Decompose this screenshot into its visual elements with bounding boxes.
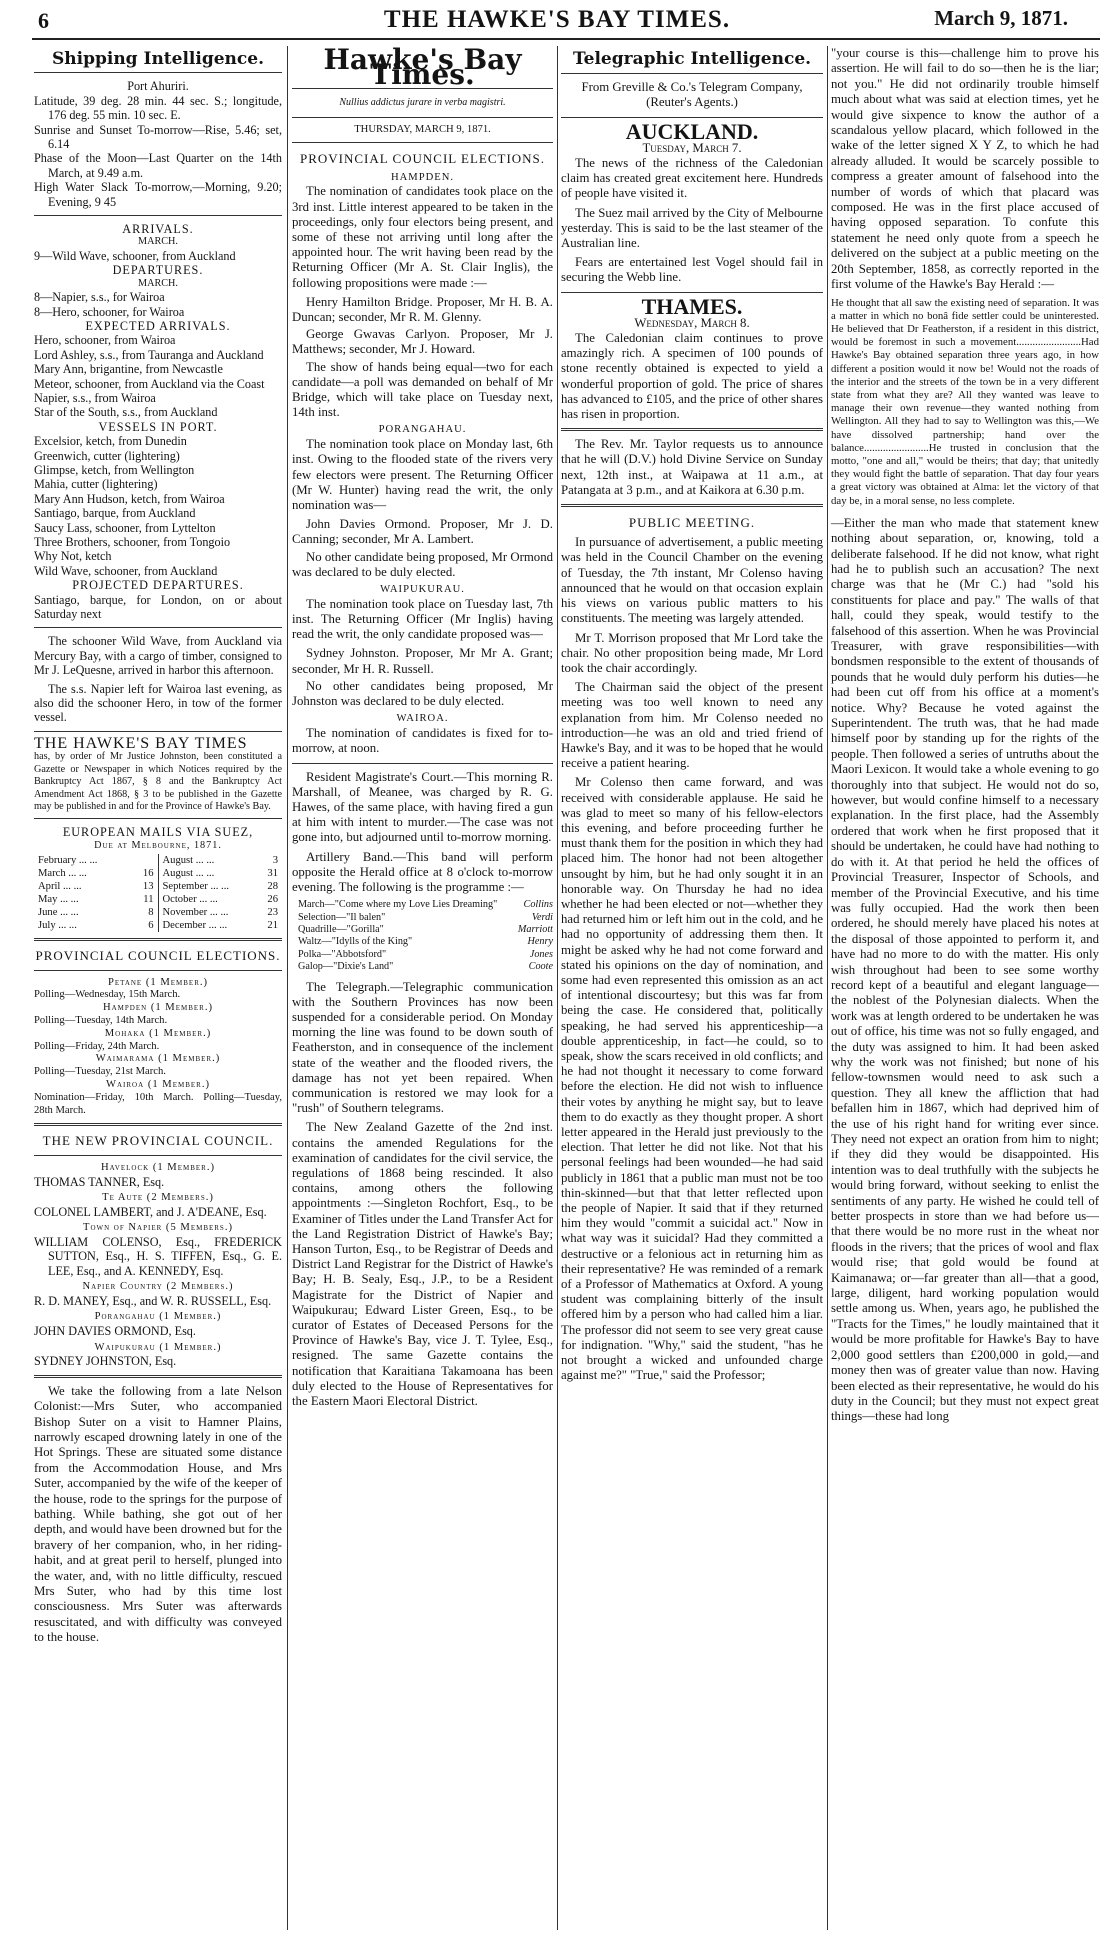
mail-row	[163, 854, 279, 867]
piece-title: Galop—"Dixie's Land"	[298, 961, 394, 973]
district-name: Te Aute (2 Members.)	[102, 1191, 214, 1203]
thames-heading: THAMES.	[641, 293, 743, 319]
mail-row	[38, 906, 154, 919]
meeting-continued: —Either the man who made that statement knew nothing about separation, or, knowing, told a deliberate falsehood. If he did not know, what right had he to publish such an accusation? The next charge was that he (Mr C.) had "sold his constituents for place and pay." The walls of that hall, could they speak, would testify to the falsehood of this assertion. When he was Provincial Treasurer, with grave responsibilities—with bondsmen responsible to the extent of thousands of pounds that he would duly perform his duties—he had been cut off from his office at a moment's notice. Why? Because he voted against the Superintendent. The truth was, that he had made himself poor by standing up for the rights of the people. Then followed a series of untruths about the Maori Lexicon. It would take a whole evening to go thoroughly into that subject. He would not do so, however, but would confine himself to a necessary explanation. In the first place, had the Assembly ordered that work when he first proposed that it should be undertaken, he could have had nothing to do with it. At that period he held the offices of Provincial Treasurer, Inspector of Schools, and member of the Provincial Executive, and his time was fully occupied. Had the work then been ordered, he should merely have placed his notes at the disposal of those appointed to perform it, and have had no more to do with the matter. His only wish throughout had been to see some worthy record kept of a beautiful and elegant language—the noblest of the Polynesian dialects. When the work was at length ordered to be undertaken he was out of office, his time was not so fully engaged, and the duty was assigned to him. It had been asked why the work was not finished; but none of his fellow-townsmen would need to ask such a question. They all knew the affliction that had befallen him in 1867, which had deprived him of the use of his right hand for writing ever since. They need not expect an oration from him to night; if they did they would be disappointed. His intention was to deal truthfully with the subjects he would bring forward, without seeking to enlist the sentiments of any party. He wished he could tell of better prospects in store than we had before us—that there would be no more rust in the wheat nor floods in the rivers; that the prices of wool and flax would rise; that gold would be found at Kaimanawa; or—far greater than all—that a good, large, diligent, hard working population would settle among us. When, years ago, he published the "Tracts for the Times," he loudly maintained that it would be more profitable for Hawke's Bay to have 2,000 good settlers than £200,000 in gold,—and money then was of greater value than now. Having been elected as their representative, he would do his duty in the Council; but they must not expect great things—these had long	[831, 515, 1099, 1424]
mail-day: 31	[267, 868, 278, 880]
district-name: Waimarama (1 Member.)	[95, 1053, 221, 1065]
expected-item: Lord Ashley, s.s., from Tauranga and Auckland	[34, 347, 264, 362]
gazette-notice	[34, 731, 282, 819]
divider	[34, 1155, 282, 1156]
piece-title: Selection—"Il balen"	[298, 911, 386, 923]
elections-heading: PROVINCIAL COUNCIL ELECTIONS.	[35, 948, 281, 964]
piece-title: Polka—"Abbotsford"	[298, 948, 387, 960]
piece-title: Quadrille—"Gorilla"	[298, 923, 384, 935]
in-port-heading: VESSELS IN PORT.	[98, 419, 218, 434]
page-number: 6	[38, 8, 49, 33]
vessel-item: Saucy Lass, schooner, from Lyttelton	[34, 520, 216, 535]
mail-row	[163, 867, 279, 880]
meeting-para: Mr Colenso then came forward, and was received with considerable applause. He said he was glad to meet so many of his fellow-electors this evening, and before proceeding further he must thank them for the position in which they had placed him. The honor had not been altogether unsought by him, but he had only sought it in an honorable way. On Thursday he had no idea whether he had been elected or not—whether they had returned him or left him out in the cold, and he had no opportunity of addressing them then. It might be asked why he had not come forward and stated his opinions on the day of nomination, and some had even represented this omission as an act of intentional discourtesy; but this was far from being the case. He considered that, politically speaking, he had served his apprenticeship—a double apprenticeship, in fact—he could, so to speak, show the scars received in old conflicts; and he had not thought it necessary to come forward before the election. He did not wish to influence their votes by anything he might say, but to leave them to do exactly as they thought proper. A short letter appeared in the Herald just previously to the election. That letter he did not like. Not that his personal feelings had been wounded—he had said publicly in 1861 that a public man must not be too thin-skinned—but that that letter reflected upon the people of Napier. It said that if they returned him they would "commit a suicidal act." Now in what way was it suicidal? Had they committed a destructive or a felonious act in returning him as their representative? He was reminded of a remark of a Professor of Mathematics at Oxford. A young student was complaining bitterly of the insult offered him by a person who had called him a liar. The professor did not seem to see very great cause for indignation. "Why," said the student, "has he not brought a wicked and unfounded charge against me?" "True," said the Professor;	[561, 775, 823, 1383]
mails-right	[159, 854, 283, 932]
mail-row	[38, 893, 154, 906]
district-name: Havelock (1 Member.)	[100, 1161, 216, 1173]
member-names: SYDNEY JOHNSTON, Esq.	[34, 1354, 177, 1369]
speech-quote: He thought that all saw the existing need of separation. It was a matter in which no bonâ fide settler could be uninterested. He believed that Dr Featherston, if a resident in this district, would be foremost in such a movement........................Had Hawke's Bay obtained separation three years ago, in how different a position would it now be! Would not the roads of the interior and the streets of the town be in a very different state from what they are? All they wanted was leave to manage their own revenue—they wanted nothing from Wellington. All they had to say to Wellington was this,—We have dissolved partnership; hand over the balance........................He trusted in conclusion that the motto, "one and all," would be theirs; that day; that unitedly they would fight the battle of separation. That day four years a great victory was obtained at Alma: let the victory of that day be, in a moral sense, no less complete.	[831, 296, 1099, 507]
piece-title: Waltz—"Idylls of the King"	[298, 936, 413, 948]
mail-month: October ... ...	[162, 894, 218, 906]
column-1	[34, 46, 282, 1930]
vessel-item: Glimpse, ketch, from Wellington	[34, 462, 195, 477]
programme-item	[298, 949, 553, 961]
hampden-para: The nomination of candidates took place on the 3rd inst. Little interest appeared to be taken in the proceedings, only four electors being present, and some of these not arriving until long after the appointed hour. The writ having been read by the Returning Officer (Mr A. St. Clair Inglis), the following propositions were made :—	[292, 184, 553, 290]
composer: Marriott	[517, 923, 553, 935]
auckland-para: Fears are entertained lest Vogel should fail in securing the Webb line.	[561, 255, 823, 285]
hampden-heading: HAMPDEN.	[390, 171, 455, 183]
column-rule	[557, 46, 558, 1930]
telegraph-source: From Greville & Co.'s Telegram Company, (Reuter's Agents.)	[581, 80, 803, 110]
expected-item: Star of the South, s.s., from Auckland	[34, 405, 218, 420]
divider	[34, 938, 282, 941]
thames-date: Wednesday, March 8.	[634, 315, 750, 330]
divider	[34, 72, 282, 73]
mail-day: 23	[267, 907, 278, 919]
wairoa-heading: WAIROA.	[396, 713, 449, 725]
divider	[561, 292, 823, 293]
expected-item: Mary Ann, brigantine, from Newcastle	[34, 362, 223, 377]
council-list	[34, 1162, 282, 1369]
departure-item: 8—Hero, schooner, for Wairoa	[34, 304, 185, 319]
composer: Verdi	[531, 911, 553, 923]
arrivals-heading: ARRIVALS.	[122, 222, 194, 237]
member-names: R. D. MANEY, Esq., and W. R. RUSSELL, Esq.	[34, 1293, 272, 1308]
mail-month: September ... ...	[162, 881, 229, 893]
thames-para: The Caledonian claim continues to prove amazingly rich. A specimen of 100 pounds of stone recently obtained is expected to yield a wonderful proportion of gold. The price of shares has advanced to £105, and the price of other shares has risen in proportion.	[561, 331, 823, 422]
meeting-continued: "your course is this—challenge him to prove his assertion. He will fail to do so—then he is the liar; not you." He did not ordinarily trouble himself much about what was said at election times, yet he would give sixpence to know the author of a scandalous yellow placard, which followed in the wake of the letter signed X Y Z, to which he had already alluded. It would be scarcely possible to compress a greater amount of falsehood into the number of words of which that placard was composed. He was in the first place accused of having opposed separation. To confute this statement he need only quote from a speech he delivered on the subject at a public meeting on the 20th September, 1858, as correctly reported in the first volume of the Hawke's Bay Herald :—	[831, 46, 1099, 292]
expected-heading: EXPECTED ARRIVALS.	[85, 318, 231, 333]
waipukurau-para: No other candidates being proposed, Mr Johnston was declared to be duly elected.	[292, 678, 553, 709]
departures-heading: DEPARTURES.	[112, 263, 204, 278]
composer: Coote	[528, 961, 553, 973]
projected-heading: PROJECTED DEPARTURES.	[72, 578, 244, 593]
meeting-para: Mr T. Morrison proposed that Mr Lord take the chair. No other proposition being made, Mr Lord took the chair accordingly.	[561, 630, 823, 675]
meeting-para: The Chairman said the object of the present meeting was too well known to need any explanation from him. Mr Colenso needed no introduction—he was an old and tried friend of Hawke's Bay, and it was to be hoped that he would receive a patient hearing.	[561, 680, 823, 771]
month-label: MARCH.	[138, 236, 178, 248]
court-para: Resident Magistrate's Court.—This morning R. Marshall, of Meanee, was charged by R. G. Hawes, of the same place, with having fired a gun at him with intent to murder.—The case was not gone into, but adjourned until to-morrow morning.	[292, 769, 553, 845]
polling-info: Polling—Friday, 24th March.	[34, 1040, 160, 1052]
candidate-entry: Sydney Johnston. Proposer, Mr Mr A. Grant; seconder, Mr H. R. Russell.	[292, 646, 553, 676]
mails-subtitle: Due at Melbourne, 1871.	[94, 839, 222, 851]
composer: Henry	[527, 936, 553, 948]
column-4	[831, 46, 1099, 1930]
mail-month: August ... ...	[162, 868, 215, 880]
telegraph-title: Telegraphic Intelligence.	[572, 49, 812, 69]
vessel-item: Excelsior, ketch, from Dunedin	[34, 434, 187, 449]
divider	[561, 73, 823, 74]
taylor-para: The Rev. Mr. Taylor requests us to announce that he will (D.V.) hold Divine Service on Sunday next, 12th inst., at Waipawa at 11 a.m., at Patangata at 3 p.m., and at Kaikora at 6.30 p.m.	[561, 437, 823, 497]
port-info: High Water Slack To-morrow,—Morning, 9.20; Evening, 9 45	[34, 180, 282, 209]
district-name: Porangahau (1 Member.)	[94, 1311, 222, 1323]
mail-row	[38, 880, 154, 893]
mail-month: June ... ...	[38, 907, 79, 919]
page-header	[0, 0, 1114, 40]
mail-month: July ... ...	[38, 920, 77, 932]
polling-info: Polling—Tuesday, 21st March.	[34, 1066, 166, 1078]
gazette-para: The New Zealand Gazette of the 2nd inst. contains the amended Regulations for the examination of candidates for the civil service, the regulations of 1868 being rescinded. It also contains, among others the following appointments :—Singleton Rochfort, Esq., to be Examiner of Titles under the Land Transfer Act for the Land Registration District of Hawke's Bay; Hanson Turton, Esq., to be Registrar of Deeds and District Land Registrar for the District of Hawke's Bay; H. B. Sealy, Esq., J.P., to be a Resident Magistrate for the District of Napier and Waipukurau; Edward Lister Green, Esq., to be curator of Estates of Deceased Persons for the Province of Hawke's Bay, vice J. T. Tylee, Esq., resigned. The same Gazette contains the notification that Karaitiana Takamoana has been duly elected to the House of Representatives for the Eastern Maori Electoral District.	[292, 1120, 553, 1409]
mail-month: August ... ...	[162, 855, 215, 867]
vessel-item: Mary Ann Hudson, ketch, from Wairoa	[34, 491, 225, 506]
auckland-para: The Suez mail arrived by the City of Melbourne yesterday. This is said to be the last steamer of the Australian line.	[561, 205, 823, 251]
district-name: Wairoa (1 Member.)	[106, 1078, 210, 1090]
hampden-para: The show of hands being equal—two for each candidate—a poll was demanded on behalf of Mr Bridge, which will take place on Tuesday next, 14th inst.	[292, 359, 553, 420]
masthead: THE HAWKE'S BAY TIMES.	[383, 6, 731, 33]
divider	[34, 627, 282, 628]
month-label: MARCH.	[138, 277, 178, 289]
auckland-para: The news of the richness of the Caledonian claim has created great excitement here. Hundreds of people have visited it.	[561, 156, 823, 201]
vessel-item: Santiago, barque, from Auckland	[34, 506, 196, 521]
mail-row	[163, 880, 279, 893]
port-info: Latitude, 39 deg. 28 min. 44 sec. S.; longitude, 176 deg. 55 min. 10 sec. E.	[34, 93, 282, 123]
divider	[561, 428, 823, 431]
council-heading: THE NEW PROVINCIAL COUNCIL.	[42, 1133, 274, 1149]
mail-month: November ... ...	[162, 907, 229, 919]
vessel-item: Mahia, cutter (lightering)	[34, 477, 158, 492]
programme-item	[298, 912, 553, 924]
mail-day: 8	[148, 907, 154, 919]
divider	[34, 215, 282, 216]
shipping-title: Shipping Intelligence.	[52, 49, 264, 69]
mails-table	[34, 854, 282, 932]
mail-day: 21	[267, 920, 278, 932]
column-2	[292, 46, 553, 1930]
waipukurau-para: The nomination took place on Tuesday last, 7th inst. The Returning Officer (Mr Inglis) having read the writ, the only candidate proposed was—	[292, 596, 553, 642]
meeting-heading: PUBLIC MEETING.	[628, 515, 756, 531]
divider	[292, 142, 553, 143]
mail-day: 6	[148, 920, 154, 932]
column-3	[561, 46, 823, 1930]
port-name: Port Ahuriri.	[127, 79, 189, 94]
mail-row	[163, 906, 279, 919]
elections-list	[34, 977, 282, 1118]
telegraph-para: The Telegraph.—Telegraphic communication with the Southern Provinces has now been suspended for a considerable period. On Monday morning the line was found to be down south of Featherston, and in consequence of the inclement state of the weather and the flooded rivers, the damage has not yet been repaired. When communication is restored we may look for a "rush" of Southern telegrams.	[292, 979, 553, 1116]
departure-item: 8—Napier, s.s., for Wairoa	[34, 290, 165, 305]
district-name: Hampden (1 Member.)	[102, 1002, 214, 1014]
mail-day: 11	[143, 894, 154, 906]
composer: Jones	[529, 948, 553, 960]
composer: Collins	[523, 899, 553, 911]
port-info: Sunrise and Sunset To-morrow—Rise, 5.46; set, 6.14	[34, 122, 282, 152]
mail-month: May ... ...	[38, 894, 79, 906]
expected-item: Napier, s.s., from Wairoa	[34, 390, 156, 405]
editorial-headline: PROVINCIAL COUNCIL ELECTIONS.	[299, 151, 546, 167]
polling-info: Polling—Tuesday, 14th March.	[34, 1014, 168, 1026]
band-para: Artillery Band.—This band will perform opposite the Herald office at 8 o'clock to-morrow evening. The following is the programme :—	[292, 849, 553, 894]
mail-month: April ... ...	[38, 881, 82, 893]
vessel-item: Greenwich, cutter (lightering)	[34, 448, 180, 463]
meeting-para: In pursuance of advertisement, a public meeting was held in the Council Chamber on the evening of Tuesday, the 7th instant, Mr Colenso having announced that he would on that occasion explain his views on various public matters to his constituents. The meeting was largely attended.	[561, 535, 823, 626]
divider	[561, 117, 823, 118]
arrival-item: 9—Wild Wave, schooner, from Auckland	[34, 248, 236, 263]
candidate-entry: John Davies Ormond. Proposer, Mr J. D. Canning; seconder, Mr A. Lambert.	[292, 517, 553, 547]
programme-item	[298, 961, 553, 973]
mail-month: March ... ...	[38, 868, 87, 880]
mail-day: 16	[142, 868, 154, 880]
divider	[292, 763, 553, 764]
member-names: THOMAS TANNER, Esq.	[34, 1174, 165, 1189]
candidate-entry: George Gwavas Carlyon. Proposer, Mr J. Matthews; seconder, Mr J. Howard.	[292, 327, 553, 357]
member-names: WILLIAM COLENSO, Esq., FREDERICK SUTTON, Esq., H. S. TIFFEN, Esq., G. E. LEE, Esq., and A. KENNEDY, Esq.	[34, 1234, 282, 1278]
divider	[292, 117, 553, 118]
notice-text: has, by order of Mr Justice Johnston, been constituted a Gazette or Newspaper in which Notices required by the Bankruptcy Act 1867, § 8 and the Bankruptcy Act Amendment Act 1868, § 3 to be published in the Gazette may be published in and for the Province of Hawke's Bay.	[34, 751, 282, 812]
mail-row	[38, 867, 154, 880]
mail-day: 13	[142, 881, 154, 893]
mail-day: 28	[267, 881, 278, 893]
member-names: COLONEL LAMBERT, and J. A'DEANE, Esq.	[34, 1204, 267, 1219]
divider	[34, 1375, 282, 1378]
district-name: Waipukurau (1 Member.)	[94, 1341, 222, 1353]
mail-row	[163, 893, 279, 906]
porangahau-para: No other candidate being proposed, Mr Ormond was declared to be duly elected.	[292, 549, 553, 579]
district-name: Town of Napier (5 Members.)	[82, 1222, 234, 1234]
shipping-note: The schooner Wild Wave, from Auckland via Mercury Bay, with a cargo of timber, consigned to Mr J. LeQuesne, arrived in harbor this afternoon.	[34, 634, 282, 678]
editorial-title: Hawke's Bay Times.	[323, 46, 522, 92]
vessel-item: Why Not, ketch	[34, 549, 112, 564]
shipping-note: The s.s. Napier left for Wairoa last evening, as also did the schooner Hero, in tow of the former vessel.	[34, 681, 282, 725]
expected-item: Meteor, schooner, from Auckland via the Coast	[34, 376, 265, 391]
issue-date: March 9, 1871.	[934, 6, 1068, 30]
suter-article: We take the following from a late Nelson Colonist:—Mrs Suter, who accompanied Bishop Suter on a visit to Hamner Plains, narrowly escaped drowning lately in one of the Hot Springs. These are situated some distance from the Accommodation House, and Mrs Suter, accompanied by the wife of the keeper of the house, rode to the springs for the purpose of bathing. While bathing, she got out of her depth, and would have been drowned but for the bravery of her companion, who, in her riding-habit, and at great peril to herself, plunged into the water, and, with no little difficulty, rescued Mrs Suter, who had by this time lost consciousness. Mrs Suter was afterwards resuscitated, and with difficulty was conveyed to the house.	[34, 1383, 282, 1645]
mails-title: EUROPEAN MAILS VIA SUEZ,	[62, 825, 254, 840]
mail-month: February ... ...	[38, 855, 98, 867]
mail-row	[163, 919, 279, 932]
wairoa-para: The nomination of candidates is fixed for to-morrow, at noon.	[292, 726, 553, 756]
polling-info: Polling—Wednesday, 15th March.	[34, 989, 181, 1001]
porangahau-para: The nomination took place on Monday last, 6th inst. Owing to the flooded state of the rivers very few electors were present. The Returning Officer (Mr W. Hunter) having read the writ, the only nomination was—	[292, 437, 553, 513]
vessel-item: Wild Wave, schooner, from Auckland	[34, 563, 218, 578]
candidate-entry: Henry Hamilton Bridge. Proposer, Mr H. B. A. Duncan; seconder, Mr R. M. Glenny.	[292, 294, 553, 325]
auckland-heading: AUCKLAND.	[625, 118, 759, 144]
divider	[34, 1123, 282, 1126]
vessel-item: Three Brothers, schooner, from Tongoio	[34, 535, 231, 549]
waipukurau-heading: WAIPUKURAU.	[380, 584, 465, 596]
programme-item	[298, 899, 553, 911]
expected-item: Hero, schooner, from Wairoa	[34, 333, 176, 348]
mail-row	[38, 919, 154, 932]
polling-info: Nomination—Friday, 10th March. Polling—Tuesday, 28th March.	[34, 1091, 282, 1116]
mail-day: 3	[272, 855, 278, 867]
programme-item	[298, 936, 553, 948]
mail-day: 26	[267, 894, 278, 906]
mails-left	[34, 854, 159, 932]
divider	[561, 504, 823, 507]
header-rule	[32, 38, 1100, 40]
district-name: Mohaka (1 Member.)	[104, 1027, 212, 1039]
porangahau-heading: PORANGAHAU.	[378, 424, 467, 436]
column-rule	[827, 46, 828, 1930]
notice-title: THE HAWKE'S BAY TIMES	[34, 734, 248, 752]
district-name: Napier Country (2 Members.)	[82, 1281, 234, 1293]
member-names: JOHN DAVIES ORMOND, Esq.	[34, 1324, 196, 1339]
mail-month: December ... ...	[162, 920, 228, 932]
divider	[34, 970, 282, 971]
district-name: Petane (1 Member.)	[107, 976, 209, 988]
dateline: THURSDAY, MARCH 9, 1871.	[354, 123, 491, 135]
piece-title: March—"Come where my Love Lies Dreaming"	[298, 899, 498, 911]
projected-item: Santiago, barque, for London, on or about Saturday next	[34, 592, 282, 622]
band-programme	[298, 899, 553, 973]
programme-item	[298, 924, 553, 936]
port-info: Phase of the Moon—Last Quarter on the 14th March, at 9.49 a.m.	[34, 151, 282, 180]
auckland-date: Tuesday, March 7.	[642, 140, 742, 155]
motto: Nullius addictus jurare in verba magistri.	[339, 97, 506, 109]
mail-row	[38, 854, 154, 867]
column-rule	[287, 46, 288, 1930]
